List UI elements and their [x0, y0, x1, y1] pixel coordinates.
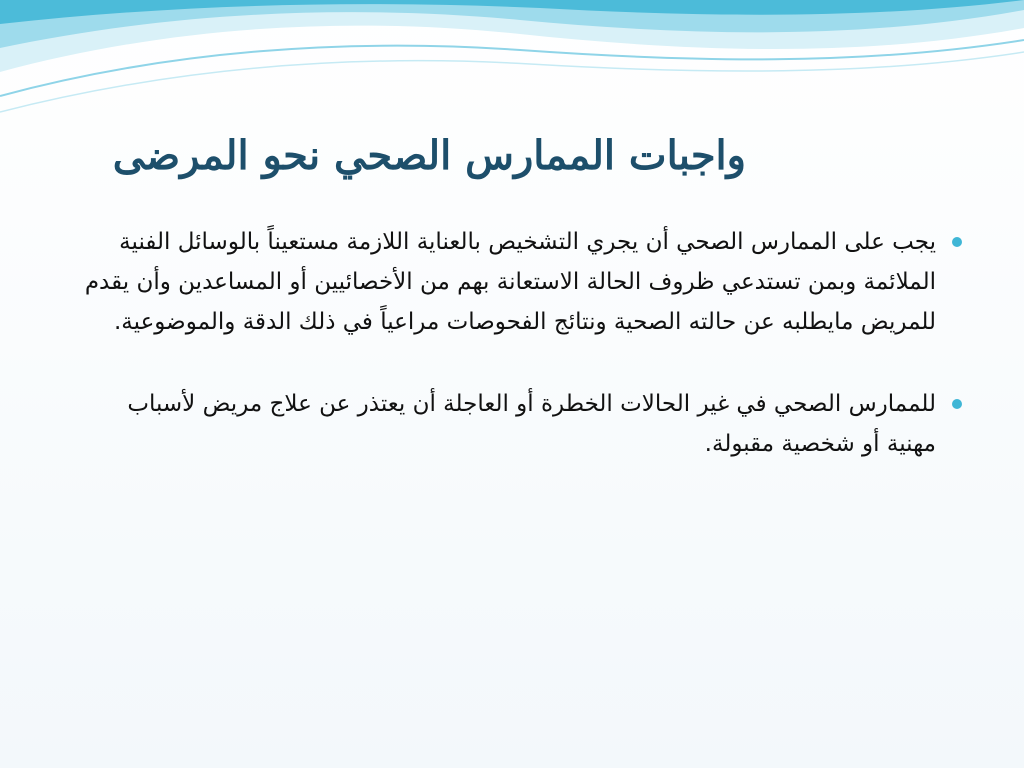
bullet-item [82, 222, 962, 342]
bullet-dot-icon [952, 399, 962, 409]
bullet-text: يجب على الممارس الصحي أن يجري التشخيص بالعناية اللازمة مستعيناً بالوسائل الفنية الملائمة وبمن تستدعي ظروف الحالة الاستعانة بهم من الأخصائيين أو المساعدين وأن يقدم للمريض مايطلبه عن حالته الصحية ونتائج الفحوصات مراعياً في ذلك الدقة والموضوعية. [84, 229, 936, 335]
bullet-text: للممارس الصحي في غير الحالات الخطرة أو العاجلة أن يعتذر عن علاج مريض لأسباب مهنية أو شخصية مقبولة. [127, 391, 936, 457]
slide-title: واجبات الممارس الصحي نحو المرضى [112, 132, 746, 179]
bullet-dot-icon [952, 237, 962, 247]
wave-line-lower [0, 52, 1024, 112]
bullet-item [82, 384, 962, 464]
bullet-list [82, 222, 962, 506]
wave-header-decoration [0, 0, 1024, 130]
